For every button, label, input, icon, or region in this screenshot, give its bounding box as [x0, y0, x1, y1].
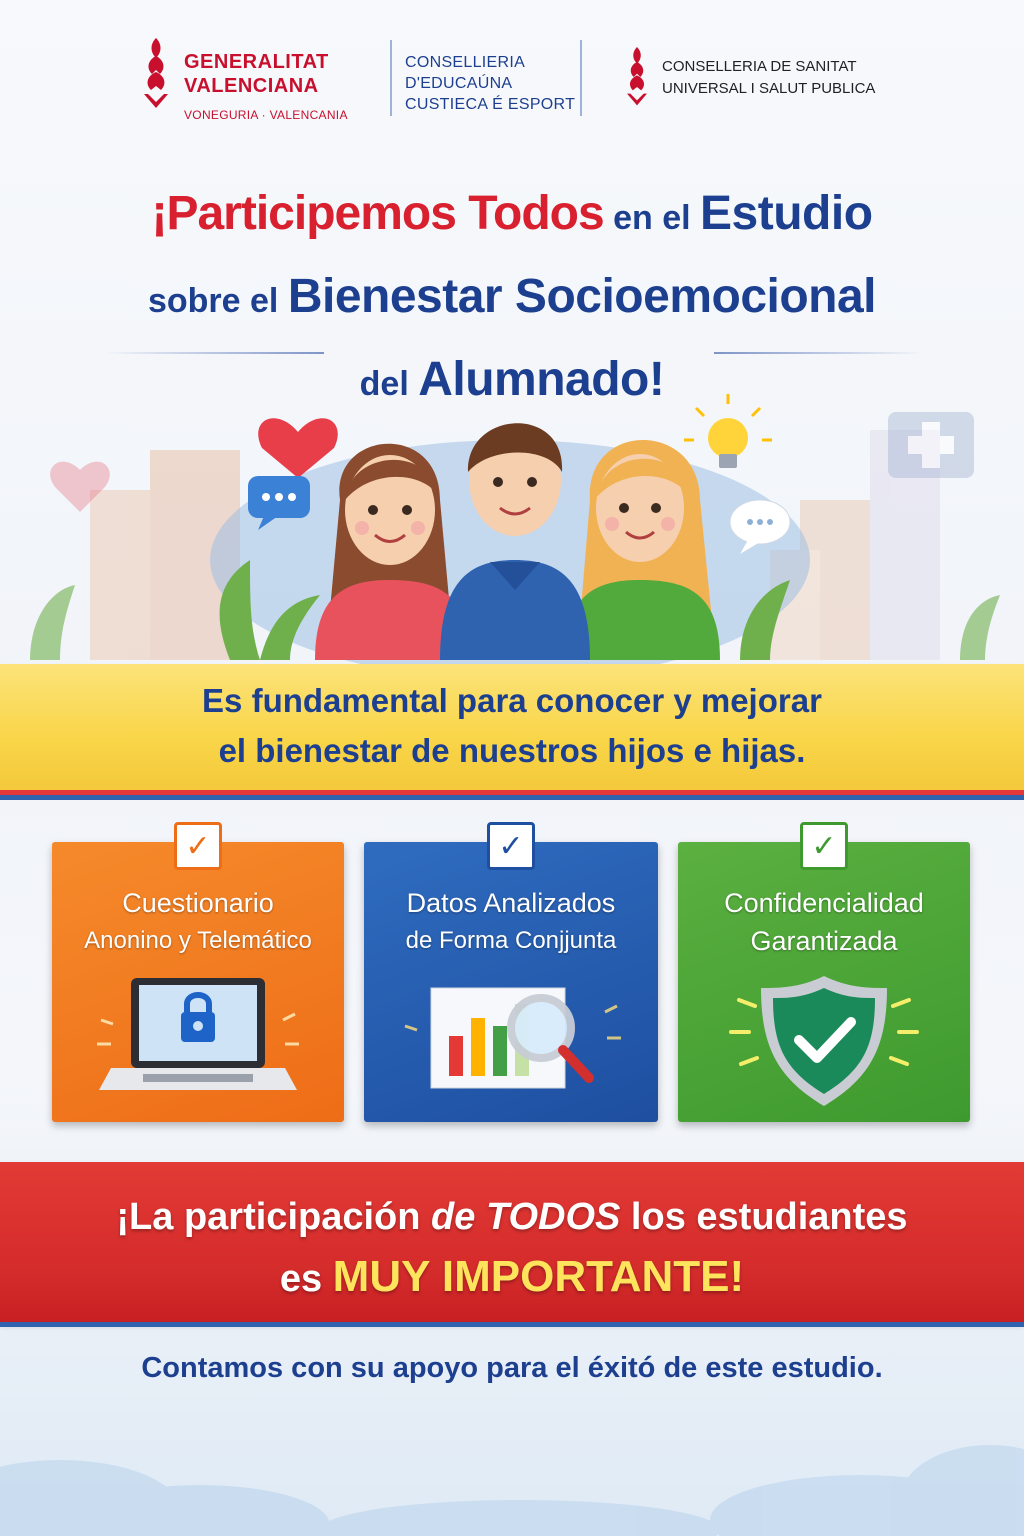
card-questionnaire: [52, 829, 344, 1122]
educacion-logo: [405, 52, 575, 115]
card-title: [364, 884, 658, 960]
title-rule: [104, 352, 324, 354]
students-illustration: [0, 390, 1024, 670]
checkbox-icon: ✓: [174, 822, 222, 870]
banner-line-1: Es fundamental para conocer y mejorar: [202, 682, 822, 719]
sanitat-line2: UNIVERSAL I SALUT PUBLICA: [662, 80, 876, 97]
checkbox-icon: ✓: [487, 822, 535, 870]
title-part: en el: [603, 199, 701, 237]
card-confidentiality: [678, 829, 970, 1122]
sanitat-line1: CONSELLERIA DE SANITAT: [662, 58, 857, 75]
title-rule: [714, 352, 924, 354]
red-text: ¡La participación: [116, 1196, 432, 1238]
red-banner-line-1: [0, 1188, 1024, 1246]
title-part: Estudio: [700, 187, 873, 240]
card-title-line1: Datos Analizados: [406, 888, 616, 918]
generalitat-seal-icon: [138, 34, 174, 114]
header-divider: [580, 40, 582, 116]
card-title-line2: Garantizada: [750, 926, 898, 956]
banner-stripe-blue: [0, 795, 1024, 800]
red-text: es: [279, 1258, 333, 1300]
title-part: Bienestar Socioemocional: [287, 270, 877, 323]
title-line-1: [0, 178, 1024, 261]
red-banner-stripe: [0, 1322, 1024, 1327]
card-title-line2: Anonino y Telemático: [84, 927, 312, 954]
educacion-line1: CONSELLIERIA: [405, 54, 526, 71]
title-line-2: [0, 261, 1024, 344]
card-title: [52, 884, 344, 960]
red-banner: [0, 1162, 1024, 1322]
sanitat-logo: [622, 42, 892, 122]
card-title-line2: de Forma Conjjunta: [405, 927, 617, 954]
title-part: Alumnado!: [418, 353, 665, 406]
card-data-analysis: [364, 829, 658, 1122]
footer-message: Contamos con su apoyo para el éxitó de este estudio.: [141, 1352, 883, 1384]
generalitat-logo: [138, 34, 378, 124]
red-banner-line-2: [0, 1246, 1024, 1310]
yellow-banner: [0, 664, 1024, 790]
generalitat-subtitle: VONEGURIA · VALENCANIA: [184, 108, 348, 122]
card-title: [678, 884, 970, 960]
generalitat-line2: VALENCIANA: [184, 75, 319, 97]
sanitat-seal-icon: [622, 42, 652, 112]
laptop-lock-icon: [83, 966, 313, 1106]
banner-line-2: el bienestar de nuestros hijos e hijas.: [218, 732, 806, 769]
chart-magnifier-icon: [391, 966, 631, 1106]
red-text: los estudiantes: [620, 1196, 908, 1238]
red-text-highlight: MUY IMPORTANTE!: [332, 1252, 745, 1301]
generalitat-line1: GENERALITAT: [184, 51, 329, 73]
red-text-emphasis: TODOS: [485, 1196, 621, 1238]
header-divider: [390, 40, 392, 116]
medical-cross-icon: [888, 412, 974, 478]
educacion-line3: CUSTIECA É ESPORT: [405, 96, 576, 113]
title-part: sobre el: [147, 282, 288, 320]
card-title-line1: Confidencialidad: [724, 888, 924, 918]
header-logos: [0, 30, 1024, 130]
checkbox-icon: ✓: [800, 822, 848, 870]
lightbulb-icon: [684, 394, 772, 468]
shield-check-icon: [709, 966, 939, 1116]
red-text: de: [431, 1196, 486, 1238]
title-part: del: [359, 365, 419, 403]
clouds-decoration: [0, 1400, 1024, 1536]
title-part: ¡Participemos Todos: [151, 187, 604, 240]
card-title-line1: Cuestionario: [122, 888, 274, 918]
educacion-line2: D'EDUCAÚNA: [405, 75, 513, 92]
